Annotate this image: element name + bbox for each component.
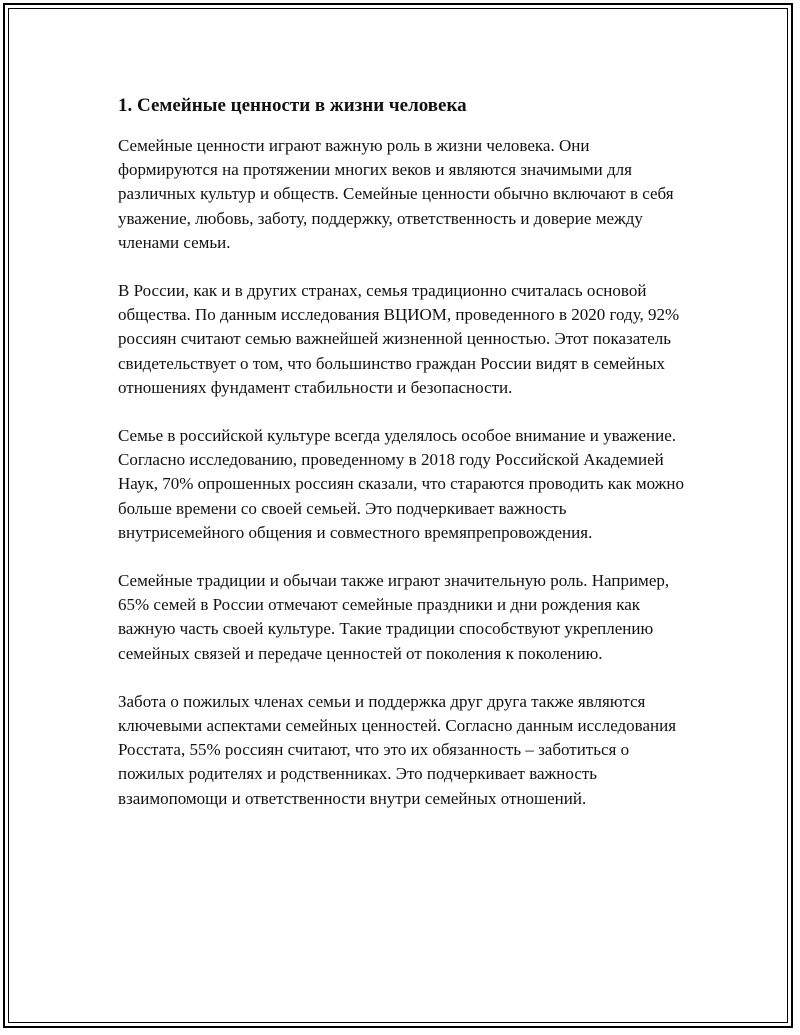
- paragraph-2: В России, как и в других странах, семья традиционно считалась основой общества. По данным исследования ВЦИОМ, проведенного в 2020 году, 92% россиян считают семью важнейшей жизненной ценностью. Этот показатель свидетельствует о том, что большинство граждан России видят в семейных отношениях фундамент стабильности и безопасности.: [118, 281, 680, 397]
- paragraph-1: Семейные ценности играют важную роль в жизни человека. Они формируются на протяжении многих веков и являются значимыми для различных культур и обществ. Семейные ценности обычно включают в себя уважение, любовь, заботу, поддержку, ответственность и доверие между членами семьи.: [118, 136, 674, 252]
- document-body: [118, 92, 686, 835]
- paragraph-4: Семейные традиции и обычаи также играют значительную роль. Например, 65% семей в России отмечают семейные праздники и дни рождения как важную часть своей культуре. Такие традиции способствуют укреплению семейных связей и передаче ценностей от поколения к поколению.: [118, 571, 670, 663]
- paragraph-3: Семье в российской культуре всегда уделялось особое внимание и уважение. Согласно исследованию, проведенному в 2018 году Российской Академией Наук, 70% опрошенных россиян сказали, что стараются проводить как можно больше времени со своей семьей. Это подчеркивает важность внутрисемейного общения и совместного времяпрепровождения.: [118, 426, 685, 542]
- section-heading: 1. Семейные ценности в жизни человека: [118, 95, 467, 116]
- paragraph-5: Забота о пожилых членах семьи и поддержка друг друга также являются ключевыми аспектами семейных ценностей. Согласно данным исследования Росстата, 55% россиян считают, что это их обязанность – заботиться о пожилых родителях и родственниках. Это подчеркивает важность взаимопомощи и ответственности внутри семейных отношений.: [118, 691, 677, 808]
